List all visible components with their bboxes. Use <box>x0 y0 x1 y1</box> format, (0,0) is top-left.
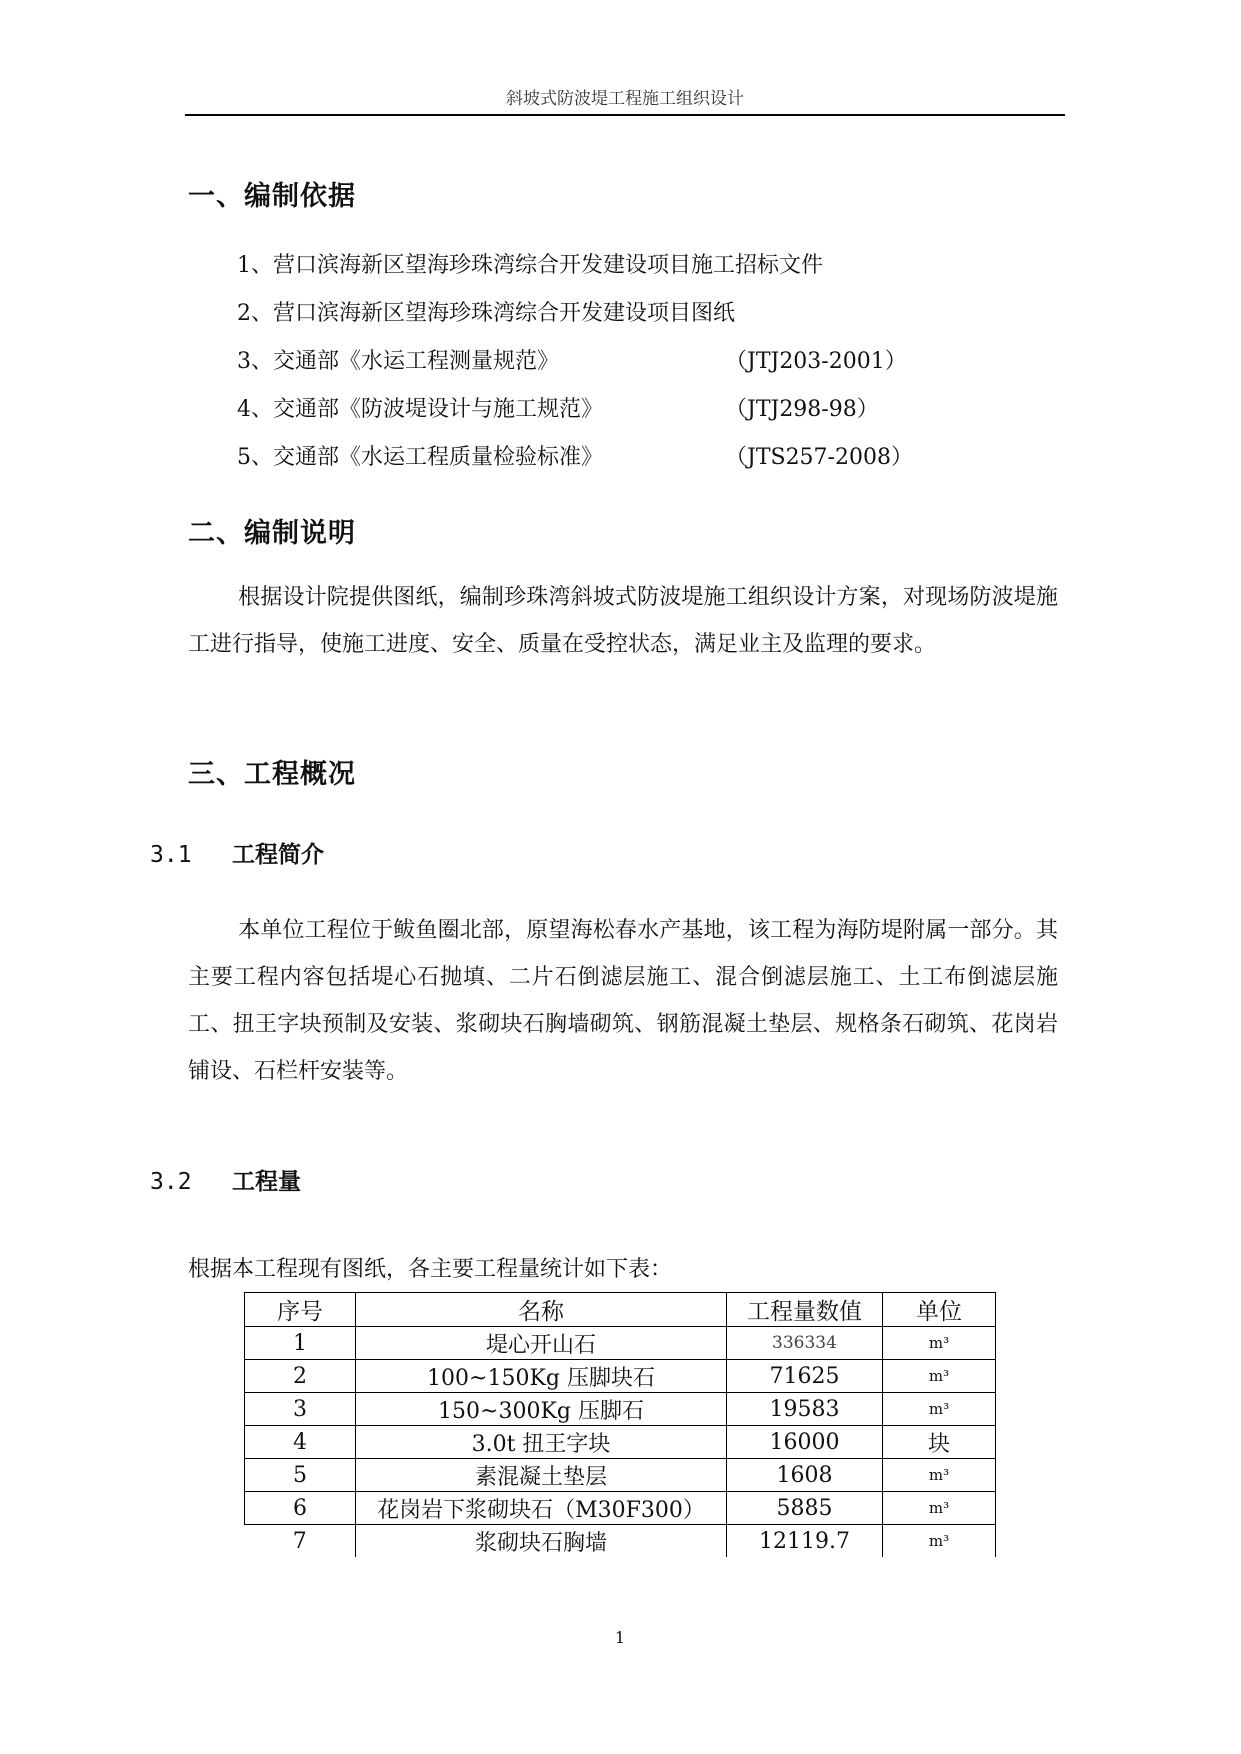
table-row <box>245 1393 996 1426</box>
table-cell: 336334 <box>727 1327 883 1360</box>
table-cell: 3 <box>245 1393 356 1426</box>
table-cell: m³ <box>883 1393 996 1426</box>
overview-first: 本单 <box>238 918 283 943</box>
reference-item-2 <box>237 296 735 327</box>
table-cell: 6 <box>245 1492 356 1525</box>
section-heading-explanation: 二、编制说明 <box>188 518 356 549</box>
column-header: 序号 <box>245 1293 356 1327</box>
table-cell: 1608 <box>727 1459 883 1492</box>
table-cell: m³ <box>883 1360 996 1393</box>
section-heading-basis: 一、编制依据 <box>188 181 356 212</box>
column-header: 单位 <box>883 1293 996 1327</box>
reference-code: （JTJ298-98） <box>725 397 879 422</box>
table-cell: 素混凝土垫层 <box>356 1459 727 1492</box>
header-rule <box>185 114 1065 116</box>
table-cell: m³ <box>883 1459 996 1492</box>
reference-text: 1、营口滨海新区望海珍珠湾综合开发建设项目施工招标文件 <box>237 253 823 278</box>
table-cell: 4 <box>245 1426 356 1459</box>
reference-code: （JTJ203-2001） <box>725 349 907 374</box>
subsection-title: 工程简介 <box>232 842 324 868</box>
table-cell: 16000 <box>727 1426 883 1459</box>
reference-code: （JTS257-2008） <box>725 445 913 470</box>
table-row <box>245 1360 996 1393</box>
subsection-heading-quantity <box>150 1163 301 1196</box>
table-cell: 2 <box>245 1360 356 1393</box>
reference-text: 4、交通部《防波堤设计与施工规范》 <box>237 397 603 422</box>
reference-item-3 <box>237 344 907 375</box>
table-cell: 12119.7 <box>727 1525 883 1558</box>
table-row <box>245 1426 996 1459</box>
table-cell: 100~150Kg 压脚块石 <box>356 1360 727 1393</box>
column-header: 工程量数值 <box>727 1293 883 1327</box>
reference-item-5 <box>237 440 913 471</box>
reference-item-4 <box>237 392 879 423</box>
table-cell: 花岗岩下浆砌块石（M30F300） <box>356 1492 727 1525</box>
subsection-number: 3.2 <box>150 1169 192 1195</box>
table-row <box>245 1525 996 1558</box>
table-cell: m³ <box>883 1492 996 1525</box>
table-cell: 3.0t 扭王字块 <box>356 1426 727 1459</box>
subsection-title: 工程量 <box>232 1169 301 1195</box>
page-number: 1 <box>614 1628 626 1647</box>
overview-rest: 位工程位于鲅鱼圈北部，原望海松春水产基地，该工程为海防堤附属一部分。其主要工程内容包括堤心石抛填、二片石倒滤层施工、混合倒滤层施工、土工布倒滤层施工、扭王字块预制及安装、浆砌块石胸墙砌筑、钢筋混凝土垫层、规格条石砌筑、花岗岩铺设、石栏杆安装等。 <box>188 918 1058 1084</box>
table-cell: 堤心开山石 <box>356 1327 727 1360</box>
explanation-paragraph <box>188 574 1058 668</box>
table-cell: 5 <box>245 1459 356 1492</box>
table-cell: 150~300Kg 压脚石 <box>356 1393 727 1426</box>
explanation-first: 根据 <box>238 585 283 610</box>
table-cell: 块 <box>883 1426 996 1459</box>
table-cell: 浆砌块石胸墙 <box>356 1525 727 1558</box>
table-cell: m³ <box>883 1525 996 1558</box>
table-intro: 根据本工程现有图纸，各主要工程量统计如下表： <box>188 1257 673 1282</box>
table-cell: 7 <box>245 1525 356 1558</box>
section-heading-overview: 三、工程概况 <box>188 759 356 790</box>
reference-text: 3、交通部《水运工程测量规范》 <box>237 349 559 374</box>
column-header: 名称 <box>356 1293 727 1327</box>
table-cell: m³ <box>883 1327 996 1360</box>
reference-text: 5、交通部《水运工程质量检验标准》 <box>237 445 603 470</box>
page-header-title: 斜坡式防波堤工程施工组织设计 <box>506 89 744 109</box>
table-cell: 71625 <box>727 1360 883 1393</box>
table-row <box>245 1327 996 1360</box>
reference-item-1 <box>237 248 823 279</box>
table-header-row <box>245 1293 996 1327</box>
reference-text: 2、营口滨海新区望海珍珠湾综合开发建设项目图纸 <box>237 301 735 326</box>
table-row <box>245 1492 996 1525</box>
quantity-table <box>244 1292 996 1557</box>
subsection-number: 3.1 <box>150 842 192 868</box>
table-row <box>245 1459 996 1492</box>
table-cell: 1 <box>245 1327 356 1360</box>
table-cell: 19583 <box>727 1393 883 1426</box>
subsection-heading-intro <box>150 836 324 869</box>
overview-paragraph <box>188 907 1058 1095</box>
explanation-rest: 设计院提供图纸，编制珍珠湾斜坡式防波堤施工组织设计方案，对现场防波堤施工进行指导，使施工进度、安全、质量在受控状态，满足业主及监理的要求。 <box>188 585 1058 657</box>
table-cell: 5885 <box>727 1492 883 1525</box>
